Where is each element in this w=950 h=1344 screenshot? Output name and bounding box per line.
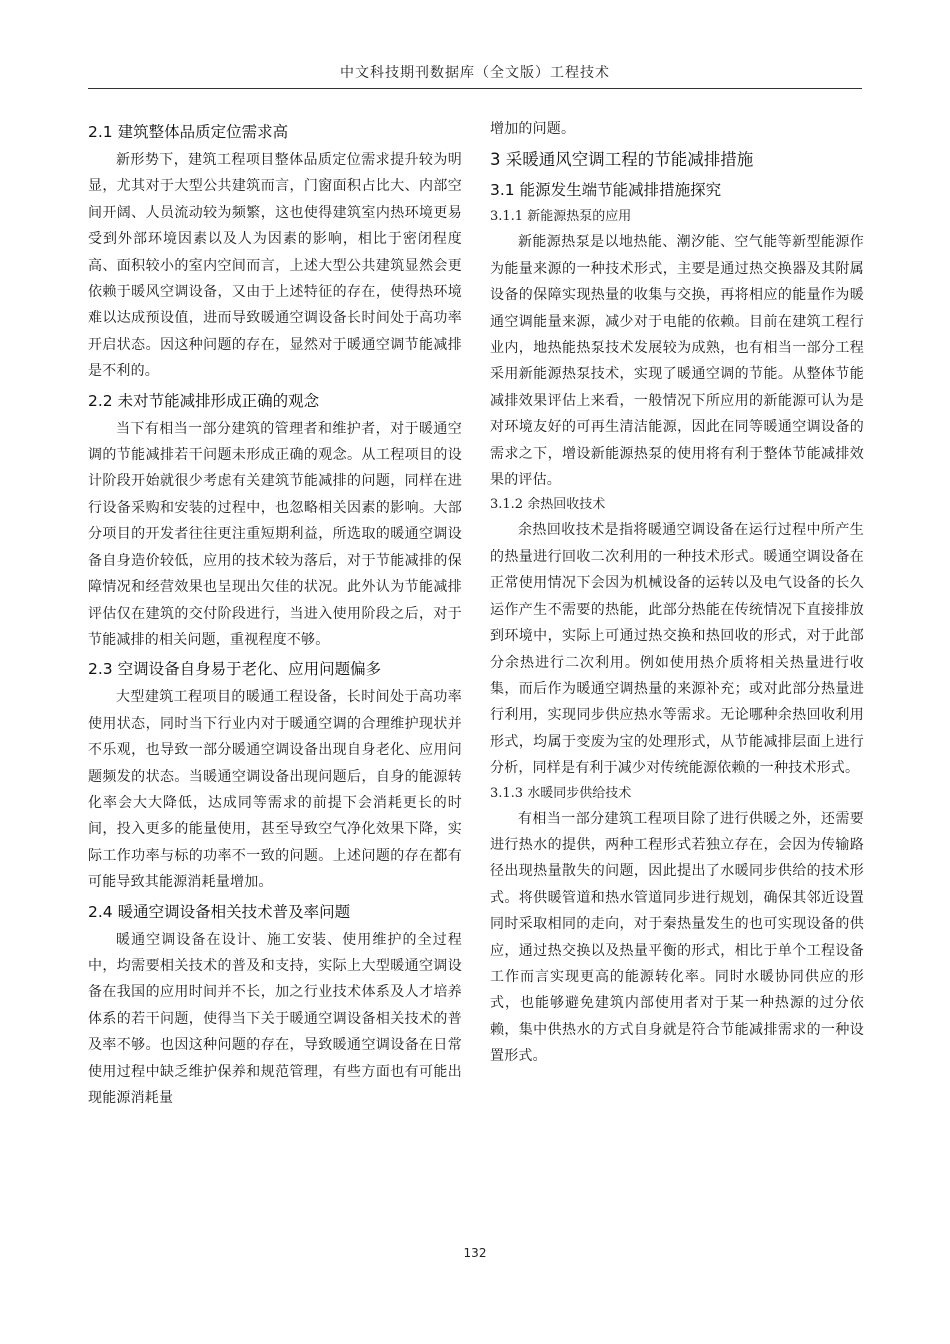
section-2-4-paragraph: 暖通空调设备在设计、施工安装、使用维护的全过程中，均需要相关技术的普及和支持，实际上大型暖通空调设备在我国的应用时间并不长，加之行业技术体系及人才培养体系的若干问题，使得当下关于暖通空调设备相关技术的普及率不够。也因这种问题的存在，导致暖通空调设备在日常使用过程中缺乏维护保养和规范管理，有些方面也有可能出现能源消耗量 [88,931,462,1106]
section-3-1-2-heading: 3.1.2 余热回收技术 [490,497,606,513]
section-3-1-3-paragraph: 有相当一部分建筑工程项目除了进行供暖之外，还需要进行热水的提供，两种工程形式若独立存在，会因为传输路径出现热量散失的问题，因此提出了水暖同步供给的技术形式。将供暖管道和热水管道同步进行规划，确保其邻近设置同时采取相同的走向，对于秦热量发生的也可实现设备的供应，通过热交换以及热量平衡的形式，相比于单个工程设备工作而言实现更高的能源转化率。同时水暖协同供应的形式，也能够避免建筑内部使用者对于某一种热源的过分依赖，集中供热水的方式自身就是符合节能减排需求的一种设置形式。 [490,810,864,1065]
left-column [88,116,462,1111]
section-3-1-1-heading: 3.1.1 新能源热泵的应用 [490,209,632,225]
section-2-1-heading: 2.1 建筑整体品质定位需求高 [88,123,289,141]
section-2-3-paragraph: 大型建筑工程项目的暖通工程设备，长时间处于高功率使用状态，同时当下行业内对于暖通空调的合理维护现状并不乐观，也导致一部分暖通空调设备出现自身老化、应用问题频发的状态。当暖通空调设备出现问题后，自身的能源转化率会大大降低，达成同等需求的前提下会消耗更长的时间，投入更多的能量使用，甚至导致空气净化效果下降，实际工作功率与标的功率不一致的问题。上述问题的存在都有可能导致其能源消耗量增加。 [88,689,462,891]
journal-header: 中文科技期刊数据库（全文版）工程技术 [340,65,610,81]
continued-text: 增加的问题。 [490,121,576,137]
section-3-1-heading: 3.1 能源发生端节能减排措施探究 [490,181,722,200]
right-column [490,116,864,1070]
section-3-1-2-paragraph: 余热回收技术是指将暖通空调设备在运行过程中所产生的热量进行回收二次利用的一种技术形式。暖通空调设备在正常使用情况下会因为机械设备的运转以及电气设备的长久运作产生不需要的热能，此部分热能在传统情况下直接排放到环境中，实际上可通过热交换和热回收的形式，对于此部分余热进行二次利用。例如使用热介质将相关热量进行收集，而后作为暖通空调热量的来源补充；或对此部分热量进行利用，实现同步供应热水等需求。无论哪种余热回收利用形式，均属于变废为宝的处理形式，从节能减排层面上进行分析，同样是有利于减少对传统能源依赖的一种技术形式。 [490,522,864,777]
section-2-2-heading: 2.2 未对节能减排形成正确的观念 [88,391,320,410]
section-3-heading: 3 采暖通风空调工程的节能减排措施 [490,150,754,170]
section-3-1-3-heading: 3.1.3 水暖同步供给技术 [490,785,632,801]
section-2-4-heading: 2.4 暖通空调设备相关技术普及率问题 [88,902,351,921]
section-3-1-1-paragraph: 新能源热泵是以地热能、潮汐能、空气能等新型能源作为能量来源的一种技术形式，主要是通过热交换器及其附属设备的保障实现热量的收集与交换，再将相应的能量作为暖通空调能量来源，减少对于电能的依赖。目前在建筑工程行业内，地热能热泵技术发展较为成熟，也有相当一部分工程采用新能源热泵技术，实现了暖通空调的节能。从整体节能减排效果评估上来看，一般情况下所应用的新能源可认为是对环境友好的可再生清洁能源，因此在同等暖通空调设备的需求之下，增设新能源热泵的使用将有利于整体节能减排效果的评估。 [490,234,864,489]
page-number: 132 [463,1246,487,1260]
header-rule [88,88,862,89]
section-2-2-paragraph: 当下有相当一部分建筑的管理者和维护者，对于暖通空调的节能减排若干问题未形成正确的观念。从工程项目的设计阶段开始就很少考虑有关建筑节能减排的问题，同样在进行设备采购和安装的过程中，也忽略相关因素的影响。大部分项目的开发者往往更注重短期利益，所选取的暖通空调设备自身造价较低，应用的技术较为落后，对于节能减排的保障情况和经营效果也呈现出欠佳的状况。此外认为节能减排评估仅在建筑的交付阶段进行，当进入使用阶段之后，对于节能减排的相关问题，重视程度不够。 [88,420,462,648]
section-2-3-heading: 2.3 空调设备自身易于老化、应用问题偏多 [88,660,382,679]
section-2-1-paragraph: 新形势下，建筑工程项目整体品质定位需求提升较为明显，尤其对于大型公共建筑而言，门窗面积占比大、内部空间开阔、人员流动较为频繁，这也使得建筑室内热环境更易受到外部环境因素以及人为因素的影响，相比于密闭程度高、面积较小的室内空间而言，上述大型公共建筑显然会更依赖于暖风空调设备，又由于上述特征的存在，使得热环境难以达成预设值，进而导致暖通空调设备长时间处于高功率开启状态。因这种问题的存在，显然对于暖通空调节能减排是不利的。 [88,152,462,380]
